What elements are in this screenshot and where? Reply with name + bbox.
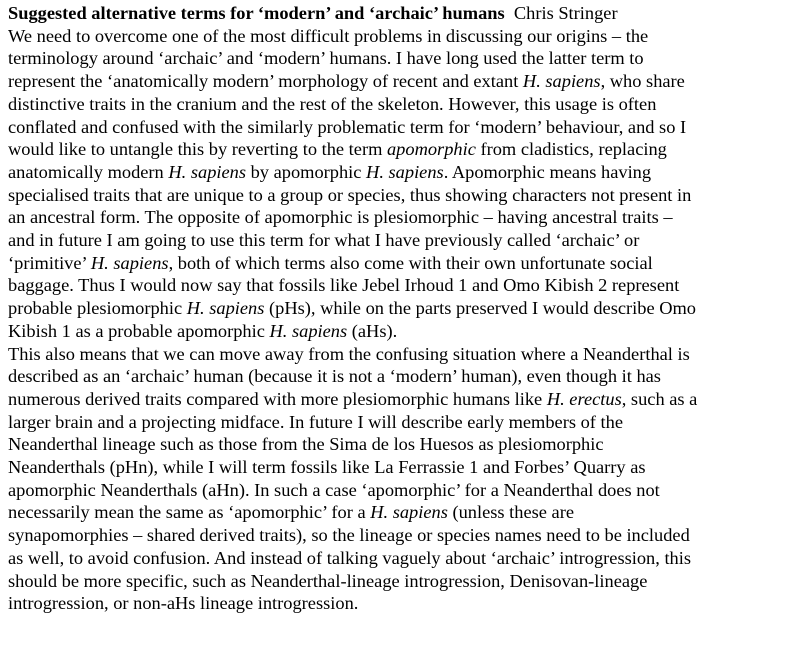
italic-term: H. sapiens (90, 252, 169, 273)
text-line: baggage. Thus I would now say that fossils like Jebel Irhoud 1 and Omo Kibish 2 represent (8, 275, 680, 296)
text-run: from cladistics, replacing (475, 139, 667, 160)
text-line (8, 161, 798, 184)
text-run: represent the ‘anatomically modern’ morphology of recent and extant (8, 71, 523, 92)
text-line: Neanderthals (pHn), while I will term fossils like La Ferrassie 1 and Forbes’ Quarry as (8, 457, 646, 478)
text-line: as well, to avoid confusion. And instead of talking vaguely about ‘archaic’ introgression, this (8, 547, 692, 568)
text-line: Neanderthal lineage such as those from the Sima de los Huesos as plesiomorphic (8, 434, 604, 455)
text-line: This also means that we can move away from the confusing situation where a Neanderthal is (8, 343, 690, 364)
text-line: terminology around ‘archaic’ and ‘modern’ humans. I have long used the latter term to (8, 48, 644, 69)
text-run: would like to untangle this by reverting to the term (8, 139, 387, 160)
italic-term: H. sapiens (168, 161, 247, 182)
text-line: introgression, or non-aHs lineage introgression. (8, 593, 359, 614)
text-run: probable plesiomorphic (8, 298, 187, 319)
text-run: by apomorphic (246, 161, 367, 182)
author-name: Chris Stringer (513, 3, 618, 23)
text-run: numerous derived traits compared with more plesiomorphic humans like (8, 388, 547, 409)
text-line (8, 138, 798, 161)
heading-line (8, 2, 798, 25)
paragraph-2 (8, 343, 798, 615)
text-run: (pHs) (264, 298, 311, 319)
text-run: , who share (600, 71, 685, 92)
italic-term: H. sapiens (186, 298, 265, 319)
text-line: We need to overcome one of the most difficult problems in discussing our origins – the (8, 25, 649, 46)
text-run: , both of which terms also come with their own unfortunate social (168, 252, 653, 273)
text-run: . Apomorphic means having (443, 161, 652, 182)
text-line (8, 388, 798, 411)
text-line: should be more specific, such as Neanderthal-lineage introgression, Denisovan-lineage (8, 570, 648, 591)
text-line (8, 501, 798, 524)
text-run: , such as a (621, 388, 698, 409)
text-line: apomorphic Neanderthals (aHn). In such a case ‘apomorphic’ for a Neanderthal does not (8, 479, 660, 500)
italic-term: H. sapiens (522, 71, 601, 92)
italic-term: H. erectus (546, 388, 622, 409)
text-run: (aHs). (347, 320, 398, 341)
text-line: distinctive traits in the cranium and the rest of the skeleton. However, this usage is often (8, 93, 657, 114)
italic-comma: , (310, 298, 316, 319)
text-run: while on the parts preserved I would describe Omo (315, 298, 696, 319)
text-run: necessarily mean the same as ‘apomorphic’ for a (8, 502, 371, 523)
text-run: (unless these are (447, 502, 575, 523)
text-line (8, 297, 798, 320)
text-line (8, 252, 798, 275)
italic-term: H. sapiens (370, 502, 448, 523)
text-line (8, 70, 798, 93)
text-line: described as an ‘archaic’ human (because it is not a ‘modern’ human), even though it has (8, 366, 661, 387)
italic-term: H. sapiens (269, 320, 348, 341)
text-line (8, 320, 798, 343)
text-run: Kibish 1 as a probable apomorphic (8, 320, 270, 341)
text-line: synapomorphies – shared derived traits), so the lineage or species names need to be included (8, 525, 690, 546)
italic-term: apomorphic (386, 139, 476, 160)
document-title: Suggested alternative terms for ‘modern’ and ‘archaic’ humans (8, 3, 505, 23)
text-line: larger brain and a projecting midface. In future I will describe early members of the (8, 411, 623, 432)
text-line: conflated and confused with the similarly problematic term for ‘modern’ behaviour, and so I (8, 116, 687, 137)
text-line: and in future I am going to use this term for what I have previously called ‘archaic’ or (8, 230, 640, 251)
text-line: an ancestral form. The opposite of apomorphic is plesiomorphic – having ancestral traits – (8, 207, 673, 228)
paragraph-1 (8, 2, 798, 343)
text-line: specialised traits that are unique to a group or species, thus showing characters not present in (8, 184, 692, 205)
italic-term: H. sapiens (366, 161, 444, 182)
text-run: ‘primitive’ (8, 252, 91, 273)
text-run: anatomically modern (8, 161, 169, 182)
